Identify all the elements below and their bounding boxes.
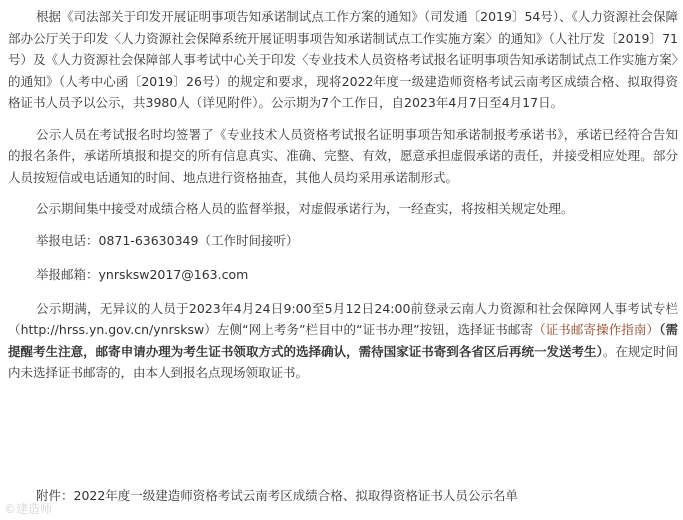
certificate-text-1: 公示期满，无异议的人员于2023年4月24日9:00至5月12日24:00前登录云南人力资源和社会保障网人事考试专栏（http://hrss.yn.gov.cn/ynrsksw）左侧“网上考务”栏目中的“证书办理”按钮，选择证书邮寄 <box>8 300 678 337</box>
certificate-reminder: （需提醒考生注意，邮寄申请办理为考生证书领取方式的选择确认，需待国家证书寄到各省区后再统一发送考生） <box>8 322 678 359</box>
report-email[interactable]: 举报邮箱：ynrsksw2017@163.com <box>36 266 249 282</box>
paragraph-supervision: 公示期间集中接受对成绩合格人员的监督举报，对虚假承诺行为，一经查实，将按相关规定处理。 <box>36 201 574 216</box>
watermark: ©建造师 <box>4 502 53 516</box>
document-body <box>8 6 678 384</box>
paragraph-certificate <box>8 298 678 384</box>
paragraph-commitment: 公示人员在考试报名时均签署了《专业技术人员资格考试报名证明事项告知承诺制报考承诺书》，承诺已经符合告知的报名条件，承诺所填报和提交的所有信息真实、准确、完整、有效，愿意承担虚假承诺的责任，并接受相应处理。部分人员按短信或电话通知的时间、地点进行资格抽查，其他人员均采用承诺制形式。 <box>8 126 678 185</box>
attachment-link[interactable]: 附件：2022年度一级建造师资格考试云南考区成绩合格、拟取得资格证书人员公示名单 <box>36 488 518 503</box>
certificate-text-2: 。在规定时间内未选择证书邮寄的，由本人到报名点现场领取证书。 <box>8 343 678 380</box>
report-phone: 举报电话：0871-63630349（工作时间接听） <box>36 232 299 248</box>
mail-guide-link[interactable]: （证书邮寄操作指南） <box>533 322 660 337</box>
contact-info <box>8 230 678 286</box>
paragraph-basis: 根据《司法部关于印发开展证明事项告知承诺制试点工作方案的通知》（司发通〔2019〕54号）、《人力资源社会保障部办公厅关于印发〈人力资源社会保障系统开展证明事项告知承诺制试点工作实施方案〉的通知》（人社厅发〔2019〕71号）及《人力资源社会保障部人事考试中心关于印发〈专业技术人员资格考试报名证明事项告知承诺制试点工作实施方案〉的通知》（人考中心函〔2019〕26号）的规定和要求，现将2022年度一级建造师资格考试云南考区成绩合格、拟取得资格证书人员予以公示，共3980人（详见附件）。公示期为7个工作日，自2023年4月7日至4月17日。 <box>8 9 678 110</box>
